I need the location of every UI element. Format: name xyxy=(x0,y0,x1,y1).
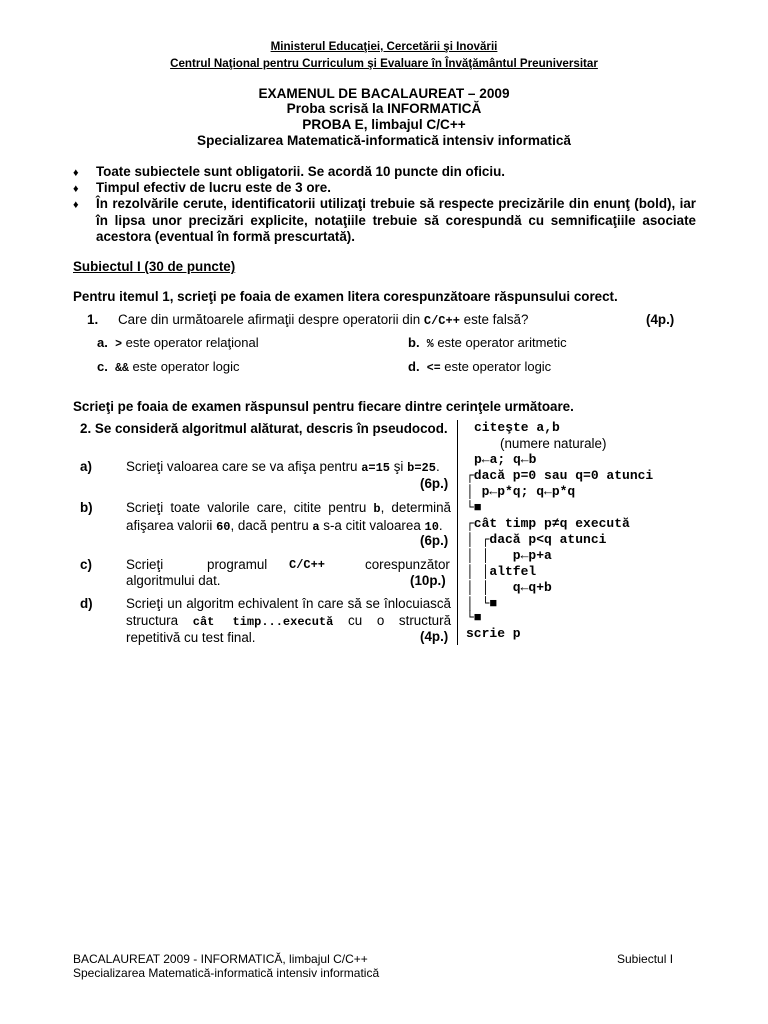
q2-a-letter: a) xyxy=(80,459,92,474)
q2-c-word2: programul xyxy=(207,557,268,572)
q1-option-a: a. > este operator relaţional xyxy=(97,335,259,351)
q1-text: Care din următoarele afirmaţii despre operatorii din C/C++ este falsă? xyxy=(118,312,529,328)
instruction-item: În rezolvările cerute, identificatorii utilizaţi trebuie să respecte precizările din enunţ (bold), iar în lipsa unor precizări explicite, notaţiile trebuie să corespundă cu semnificaţiile asociate acestora (eventual în formă prescurtată). xyxy=(96,196,696,244)
q1-number: 1. xyxy=(87,312,99,327)
subject-title: Subiectul I (30 de puncte) xyxy=(73,259,236,274)
footer-left-line1: BACALAUREAT 2009 - INFORMATICĂ, limbajul C/C++ xyxy=(73,952,368,966)
q1-option-c: c. && este operator logic xyxy=(97,359,240,375)
q2-c-word3: corespunzător xyxy=(365,557,450,572)
exam-title: EXAMENUL DE BACALAUREAT – 2009 xyxy=(258,86,510,101)
footer-left-line2: Specializarea Matematică-informatică intensiv informatică xyxy=(73,966,380,980)
bullet-icon: ♦ xyxy=(73,167,79,179)
footer-right: Subiectul I xyxy=(617,952,674,966)
instruction-item: Toate subiectele sunt obligatorii. Se acordă 10 puncte din oficiu. xyxy=(96,164,505,179)
q2-a-text: Scrieţi valoarea care se va afişa pentru a=15 şi b=25. xyxy=(126,459,440,475)
proba-e-title: PROBA E, limbajul C/C++ xyxy=(302,117,466,132)
q2-d-points: (4p.) xyxy=(420,629,449,644)
pseudo-line: │ ┌dacă p<q atunci xyxy=(466,532,607,547)
q2-c-letter: c) xyxy=(80,557,92,572)
q2-d-letter: d) xyxy=(80,596,93,611)
pseudo-line: └■ xyxy=(466,500,482,515)
q2-c-word1: Scrieţi xyxy=(126,557,164,572)
proba-title: Proba scrisă la INFORMATICĂ xyxy=(286,101,482,116)
q1-option-d: d. <= este operator logic xyxy=(408,359,552,375)
instruction-item: Timpul efectiv de lucru este de 3 ore. xyxy=(96,180,331,195)
q2-d-text: Scrieţi un algoritm echivalent în care să se înlocuiască structura cât timp...execută cu o structură repetitivă cu test final. xyxy=(126,596,452,645)
pseudo-line: p←a; q←b xyxy=(474,452,537,467)
item1-instruction: Pentru itemul 1, scrieţi pe foaia de examen litera corespunzătoare răspunsului corect. xyxy=(73,289,618,304)
pseudo-line: (numere naturale) xyxy=(500,436,607,451)
specialization-title: Specializarea Matematică-informatică intensiv informatică xyxy=(197,133,571,148)
pseudo-line: │ │altfel xyxy=(466,564,537,579)
center-line: Centrul Naţional pentru Curriculum şi Evaluare în Învăţământul Preuniversitar xyxy=(170,57,598,70)
bullet-icon: ♦ xyxy=(73,183,79,195)
item2-instruction: Scrieţi pe foaia de examen răspunsul pentru fiecare dintre cerinţele următoare. xyxy=(73,399,574,414)
q2-c-text2: algoritmului dat. xyxy=(126,573,221,588)
bullet-icon: ♦ xyxy=(73,199,79,211)
pseudo-line: │ │ q←q+b xyxy=(466,580,552,595)
pseudo-line: │ p←p*q; q←p*q xyxy=(466,484,576,499)
q2-b-letter: b) xyxy=(80,500,93,515)
ministry-line: Ministerul Educaţiei, Cercetării şi Inovării xyxy=(270,40,498,53)
pseudo-line: ┌cât timp p≠q execută xyxy=(466,516,630,531)
q1-points: (4p.) xyxy=(646,312,675,327)
q2-c-points: (10p.) xyxy=(410,573,446,588)
q2-b-text: Scrieţi toate valorile care, citite pentru b, determină afişarea valorii 60, dacă pentru a s-a citit valoarea 10. xyxy=(126,500,451,534)
q2-intro: 2. Se consideră algoritmul alăturat, descris în pseudocod. xyxy=(80,421,448,436)
pseudo-line: │ │ p←p+a xyxy=(466,548,552,563)
q2-a-points: (6p.) xyxy=(420,476,449,491)
q1-option-b: b. % este operator aritmetic xyxy=(408,335,567,351)
pseudo-line: citeşte a,b xyxy=(474,420,560,435)
column-divider xyxy=(457,420,458,645)
pseudo-line: └■ xyxy=(466,610,482,625)
q2-b-points: (6p.) xyxy=(420,533,449,548)
pseudo-line: ┌dacă p=0 sau q=0 atunci xyxy=(466,468,654,483)
pseudo-line: │ └■ xyxy=(466,596,498,611)
q2-c-code: C/C++ xyxy=(289,558,326,572)
pseudo-line: scrie p xyxy=(466,626,521,641)
